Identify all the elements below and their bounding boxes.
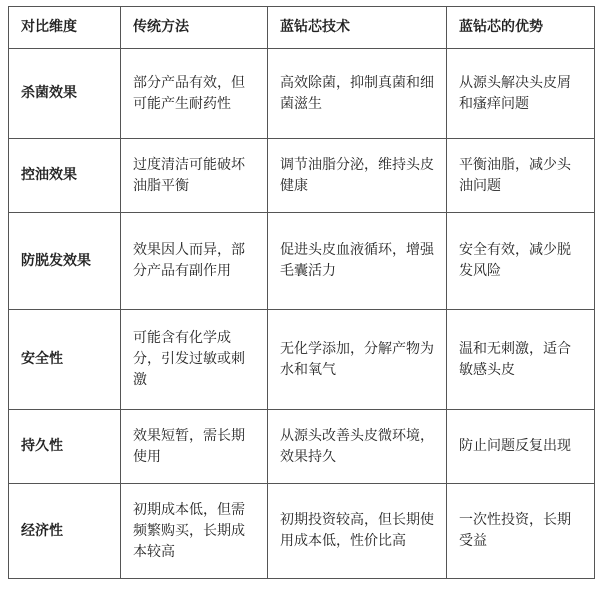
table-row	[9, 310, 595, 410]
table-row	[9, 49, 595, 139]
technology-cell: 促进头皮血液循环，增强毛囊活力	[268, 213, 447, 310]
traditional-cell: 过度清洁可能破坏油脂平衡	[121, 139, 268, 213]
comparison-table-container	[8, 6, 594, 579]
table-row	[9, 139, 595, 213]
technology-cell: 高效除菌，抑制真菌和细菌滋生	[268, 49, 447, 139]
header-dimension: 对比维度	[9, 7, 121, 49]
advantage-cell: 温和无刺激，适合敏感头皮	[447, 310, 595, 410]
traditional-cell: 效果短暂，需长期使用	[121, 410, 268, 484]
advantage-cell: 一次性投资，长期受益	[447, 484, 595, 579]
dimension-cell: 安全性	[9, 310, 121, 410]
header-advantage: 蓝钻芯的优势	[447, 7, 595, 49]
advantage-cell: 从源头解决头皮屑和瘙痒问题	[447, 49, 595, 139]
technology-cell: 初期投资较高，但长期使用成本低，性价比高	[268, 484, 447, 579]
advantage-cell: 安全有效，减少脱发风险	[447, 213, 595, 310]
advantage-cell: 防止问题反复出现	[447, 410, 595, 484]
technology-cell: 从源头改善头皮微环境，效果持久	[268, 410, 447, 484]
dimension-cell: 持久性	[9, 410, 121, 484]
traditional-cell: 可能含有化学成分，引发过敏或刺激	[121, 310, 268, 410]
table-row	[9, 410, 595, 484]
dimension-cell: 杀菌效果	[9, 49, 121, 139]
dimension-cell: 防脱发效果	[9, 213, 121, 310]
advantage-cell: 平衡油脂，减少头油问题	[447, 139, 595, 213]
header-technology: 蓝钻芯技术	[268, 7, 447, 49]
dimension-cell: 经济性	[9, 484, 121, 579]
comparison-table	[8, 6, 595, 579]
table-header-row	[9, 7, 595, 49]
technology-cell: 无化学添加，分解产物为水和氧气	[268, 310, 447, 410]
traditional-cell: 效果因人而异，部分产品有副作用	[121, 213, 268, 310]
technology-cell: 调节油脂分泌，维持头皮健康	[268, 139, 447, 213]
table-row	[9, 484, 595, 579]
traditional-cell: 部分产品有效，但可能产生耐药性	[121, 49, 268, 139]
dimension-cell: 控油效果	[9, 139, 121, 213]
header-traditional: 传统方法	[121, 7, 268, 49]
traditional-cell: 初期成本低，但需频繁购买，长期成本较高	[121, 484, 268, 579]
table-row	[9, 213, 595, 310]
